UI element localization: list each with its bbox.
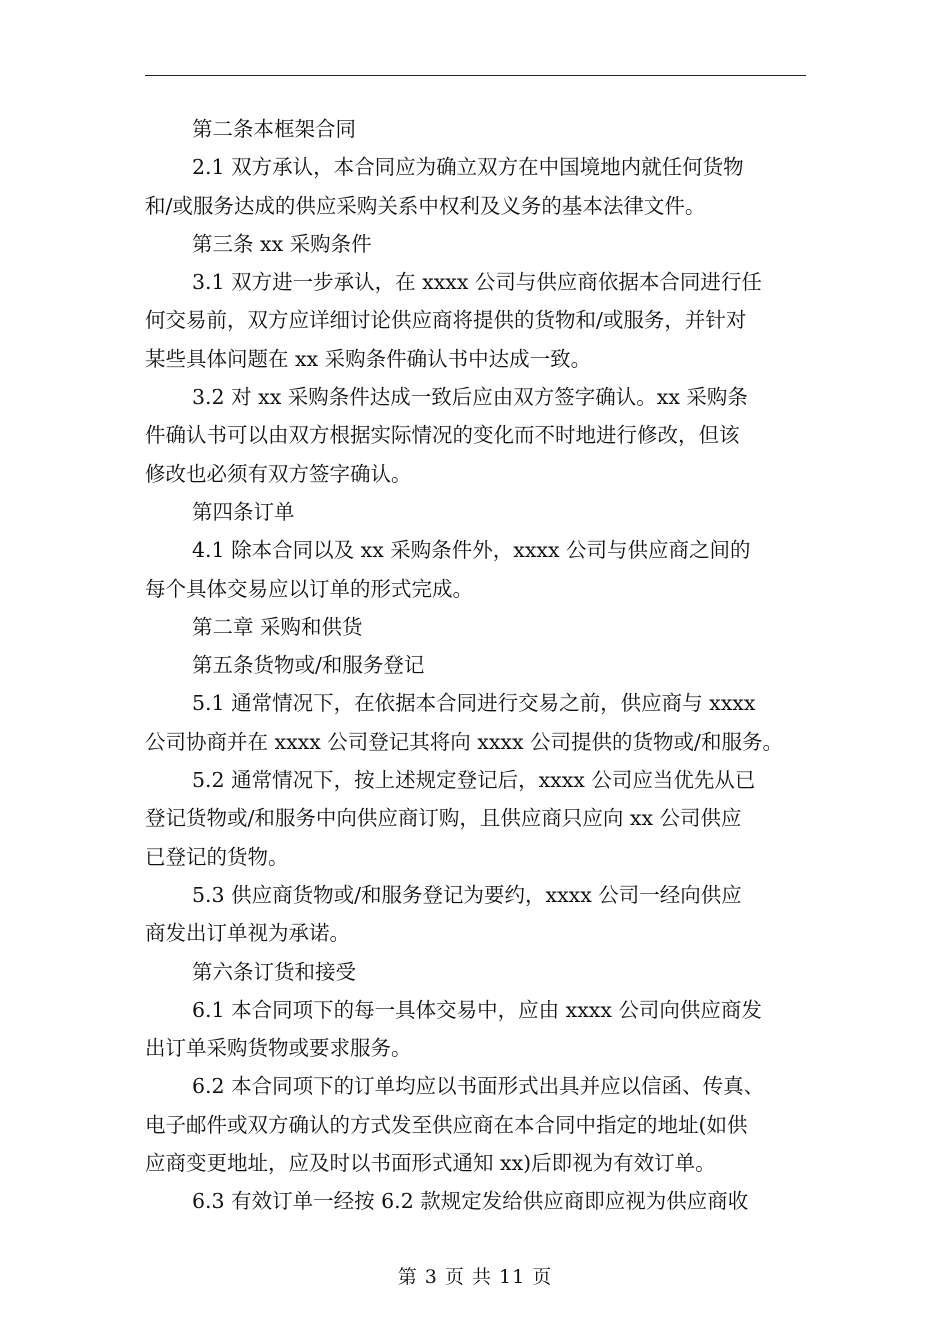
text-line: 第二章 采购和供货 — [192, 614, 363, 639]
text-line: 应商变更地址，应及时以书面形式通知 xx)后即视为有效订单。 — [145, 1151, 716, 1176]
text-line: 5.3 供应商货物或/和服务登记为要约，xxxx 公司一经向供应 — [192, 882, 742, 907]
text-line: 公司协商并在 xxxx 公司登记其将向 xxxx 公司提供的货物或/和服务。 — [145, 729, 783, 754]
text-line: 出订单采购货物或要求服务。 — [145, 1036, 412, 1061]
page-footer: 第 3 页 共 11 页 — [397, 1266, 553, 1288]
text-line: 6.3 有效订单一经按 6.2 款规定发给供应商即应视为供应商收 — [192, 1189, 749, 1214]
header-rule — [145, 75, 806, 76]
document-body — [145, 110, 815, 1221]
text-line: 第二条本框架合同 — [192, 117, 356, 141]
text-line: 第六条订货和接受 — [192, 959, 356, 984]
text-line: 第四条订单 — [192, 499, 295, 524]
text-line: 修改也必须有双方签字确认。 — [145, 461, 412, 486]
text-line: 2.1 双方承认，本合同应为确立双方在中国境地内就任何货物 — [192, 155, 744, 180]
text-line: 6.2 本合同项下的订单均应以书面形式出具并应以信函、传真、 — [192, 1074, 765, 1099]
text-line: 某些具体问题在 xx 采购条件确认书中达成一致。 — [145, 346, 592, 371]
text-line: 何交易前，双方应详细讨论供应商将提供的货物和/或服务，并针对 — [145, 308, 747, 333]
text-line: 5.2 通常情况下，按上述规定登记后，xxxx 公司应当优先从已 — [192, 768, 756, 793]
text-line: 商发出订单视为承诺。 — [145, 921, 350, 946]
text-line: 件确认书可以由双方根据实际情况的变化而不时地进行修改，但该 — [145, 423, 740, 448]
text-line: 每个具体交易应以订单的形式完成。 — [145, 576, 473, 601]
text-line: 3.1 双方进一步承认，在 xxxx 公司与供应商依据本合同进行任 — [192, 270, 762, 295]
text-line: 3.2 对 xx 采购条件达成一致后应由双方签字确认。xx 采购条 — [192, 385, 748, 410]
text-line: 登记货物或/和服务中向供应商订购，且供应商只应向 xx 公司供应 — [145, 806, 742, 831]
text-line: 4.1 除本合同以及 xx 采购条件外，xxxx 公司与供应商之间的 — [192, 538, 751, 563]
text-line: 电子邮件或双方确认的方式发至供应商在本合同中指定的地址(如供 — [145, 1112, 748, 1137]
text-line: 已登记的货物。 — [145, 844, 289, 869]
text-line: 第三条 xx 采购条件 — [192, 231, 372, 256]
text-line: 5.1 通常情况下，在依据本合同进行交易之前，供应商与 xxxx — [192, 691, 756, 716]
text-line: 第五条货物或/和服务登记 — [192, 653, 425, 678]
text-line: 和/或服务达成的供应采购关系中权利及义务的基本法律文件。 — [145, 193, 706, 218]
text-line: 6.1 本合同项下的每一具体交易中，应由 xxxx 公司向供应商发 — [192, 997, 762, 1022]
